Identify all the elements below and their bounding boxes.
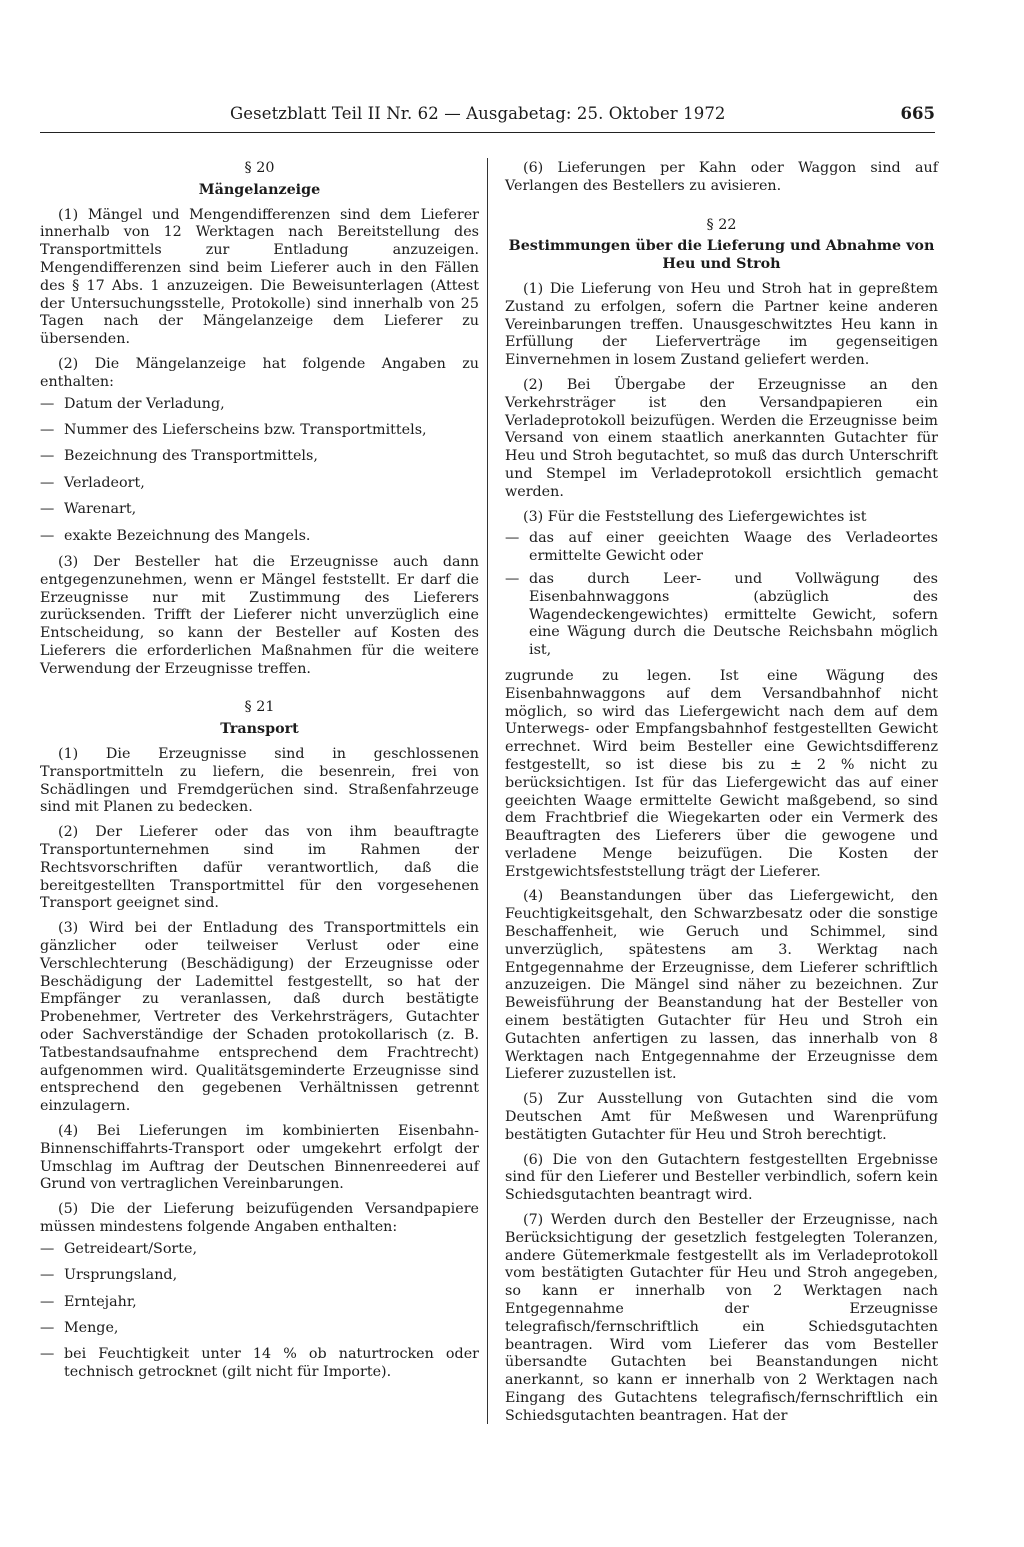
section-title: Bestimmungen über die Lieferung und Abnahme von Heu und Stroh [508,238,935,273]
list-item: — Menge, [40,1320,479,1338]
left-column [40,160,479,1391]
page-header [40,104,935,130]
paragraph: (1) Mängel und Mengendifferenzen sind dem Lieferer innerhalb von 12 Werktagen nach Bereitstellung des Transportmittels zur Entladung anzuzeigen. Mengendifferenzen sind beim Lieferer auch in den Fällen des § 17 Abs. 1 anzuzeigen. Die Beweisunterlagen (Attest der Untersuchungsstelle, Protokolle) sind innerhalb von 25 Tagen nach der Mängelanzeige dem Lieferer zu übersenden. [40,206,479,348]
dash-list [505,530,938,660]
header-title: Gesetzblatt Teil II Nr. 62 — Ausgabetag: 25. Oktober 1972 [230,104,726,123]
section-number: § 22 [706,216,737,233]
paragraph: (5) Zur Ausstellung von Gutachten sind die vom Deutschen Amt für Meßwesen und Warenprüfung bestätigten Gutachter für Heu und Stroh berechtigt. [505,1091,938,1143]
list-item: — exakte Bezeichnung des Mangels. [40,528,479,546]
paragraph: (6) Die von den Gutachtern festgestellten Ergebnisse sind für den Lieferer und Besteller verbindlich, sofern kein Schiedsgutachten beantragt wird. [505,1151,938,1204]
right-column [505,160,938,1433]
paragraph: (2) Der Lieferer oder das von ihm beauftragte Transportunternehmen sind im Rahmen der Rechtsvorschriften dafür verantwortlich, daß die bereitgestellten Transportmittel für den vorgesehenen Transport geeignet sind. [40,824,479,912]
list-item: — Getreideart/Sorte, [40,1241,479,1259]
paragraph: (4) Bei Lieferungen im kombinierten Eisenbahn-Binnenschiffahrts-Transport oder umgekehrt erfolgt der Umschlag im Auftrag der Deutschen Binnenreederei auf Grund von vertraglichen Vereinbarungen. [40,1123,479,1193]
page-number: 665 [900,104,935,123]
paragraph: (1) Die Erzeugnisse sind in geschlossenen Transportmitteln zu liefern, die besenrein, frei von Schädlingen und Fremdgerüchen sind. Straßenfahrzeuge sind mit Planen zu bedecken. [40,746,479,816]
paragraph: (2) Bei Übergabe der Erzeugnisse an den Verkehrsträger ist den Versandpapieren ein Verladeprotokoll beizufügen. Werden die Erzeugnisse beim Versand von einem staatlich anerkannten Gutachter für Heu und Stroh begutachtet, so muß das durch Unterschrift und Stempel im Verladeprotokoll ersichtlich gemacht werden. [505,376,938,500]
list-item: — Ursprungsland, [40,1267,479,1285]
paragraph: (3) Für die Feststellung des Liefergewichtes ist [523,508,867,525]
list-item: — Verladeort, [40,475,479,493]
list-item: — das durch Leer- und Vollwägung des Eisenbahnwaggons (abzüglich des Wagendeckengewichtes) ermittelte Gewicht, sofern eine Wägung durch die Deutsche Reichsbahn möglich ist, [505,571,938,660]
list-item: — bei Feuchtigkeit unter 14 % ob naturtrocken oder technisch getrocknet (gilt nicht für Importe). [40,1346,479,1382]
dash-list [40,1241,479,1382]
list-item: — Bezeichnung des Transportmittels, [40,448,479,466]
section-number: § 20 [244,160,275,176]
section-number: § 21 [244,699,275,716]
section-spacer [505,203,938,217]
paragraph: (3) Wird bei der Entladung des Transportmittels ein gänzlicher oder teilweiser Verlust oder eine Verschlechterung (Beschädigung) der Erzeugnisse oder Beschädigung der Lademittel festgestellt, so hat der Empfänger zu veranlassen, daß durch bestätigte Probenehmer, Vertreter des Verkehrsträgers, Gutachter oder Sachverständige der Schaden protokollarisch (z. B. Tatbestandsaufnahme entsprechend dem Frachtrecht) aufgenommen wird. Qualitätsgeminderte Erzeugnisse sind entsprechend den gegebenen Verhältnissen getrennt einzulagern. [40,920,479,1115]
section-title: Transport [220,721,299,738]
paragraph: (7) Werden durch den Besteller der Erzeugnisse, nach Berücksichtigung der gesetzlich festgelegten Toleranzen, andere Gütemerkmale festgestellt als im Verladeprotokoll vom bestätigten Gutachter für Heu und Stroh angegeben, so kann er innerhalb von 2 Werktagen nach Entgegennahme der Erzeugnisse telegrafisch/fernschriftlich ein Schiedsgutachten beantragen. Wird vom Lieferer das vom Besteller übersandte Gutachten bei Beanstandungen nicht anerkannt, so kann er innerhalb von 2 Werktagen nach Eingang des Gutachtens telegrafisch/fernschriftlich ein Schiedsgutachten beantragen. Hat der [505,1212,938,1424]
paragraph: (5) Die der Lieferung beizufügenden Versandpapiere müssen mindestens folgende Angaben enthalten: [40,1201,479,1235]
dash-list [40,396,479,546]
section-title: Mängelanzeige [198,181,321,198]
list-item: — Erntejahr, [40,1294,479,1312]
header-rule [40,132,935,133]
paragraph: (4) Beanstandungen über das Liefergewicht, den Feuchtigkeitsgehalt, den Schwarzbesatz oder die sonstige Beschaffenheit, wie Geruch und Schimmel, sind unverzüglich, spätestens am 3. Werktag nach Entgegennahme der Erzeugnisse, dem Lieferer schriftlich anzuzeigen. Die Mängel sind näher zu bezeichnen. Zur Beweisführung der Beanstandung hat der Besteller von einem bestätigten Gutachter für Heu und Stroh ein Gutachten anfertigen zu lassen, das innerhalb von 8 Werktagen nach Entgegennahme der Erzeugnisse dem Lieferer zuzustellen ist. [505,888,938,1083]
list-item: — Nummer des Lieferscheins bzw. Transportmittels, [40,422,479,440]
section-spacer [40,685,479,699]
list-item: — Warenart, [40,501,479,519]
list-item: — das auf einer geeichten Waage des Verladeortes ermittelte Gewicht oder [505,530,938,566]
column-divider [487,158,488,1424]
paragraph: (6) Lieferungen per Kahn oder Waggon sind auf Verlangen des Bestellers zu avisieren. [505,160,938,194]
paragraph: (1) Die Lieferung von Heu und Stroh hat in gepreßtem Zustand zu erfolgen, sofern die Partner keine anderen Vereinbarungen treffen. Unausgeschwitztes Heu kann in Erfüllung der Lieferverträge im gegenseitigen Einvernehmen in losem Zustand geliefert werden. [505,280,938,369]
paragraph: zugrunde zu legen. Ist eine Wägung des Eisenbahnwaggons auf dem Versandbahnhof nicht möglich, so wird das Liefergewicht nach dem auf dem Unterwegs- oder Empfangsbahnhof festgestellten Gewicht errechnet. Wird beim Besteller eine Gewichtsdifferenz festgestellt, so ist diese bis zu ± 2 % nicht zu berücksichtigen. Ist für das Liefergewicht das auf einer geeichten Waage ermittelte Gewicht maßgebend, so sind dem Frachtbrief die Wiegekarten oder ein Vermerk des Beauftragten des Lieferers über die gewogene und verladene Menge beizufügen. Die Kosten der Erstgewichtsfeststellung trägt der Lieferer. [505,667,938,880]
paragraph: (2) Die Mängelanzeige hat folgende Angaben zu enthalten: [40,355,479,390]
list-item: — Datum der Verladung, [40,396,479,414]
paragraph: (3) Der Besteller hat die Erzeugnisse auch dann entgegenzunehmen, wenn er Mängel feststellt. Er darf die Erzeugnisse nur mit Zustimmung des Lieferers zurücksenden. Trifft der Lieferer nicht unverzüglich eine Entscheidung, so kann der Besteller auf Kosten des Lieferers die erforderlichen Maßnahmen für die weitere Verwendung der Erzeugnisse treffen. [40,553,479,677]
